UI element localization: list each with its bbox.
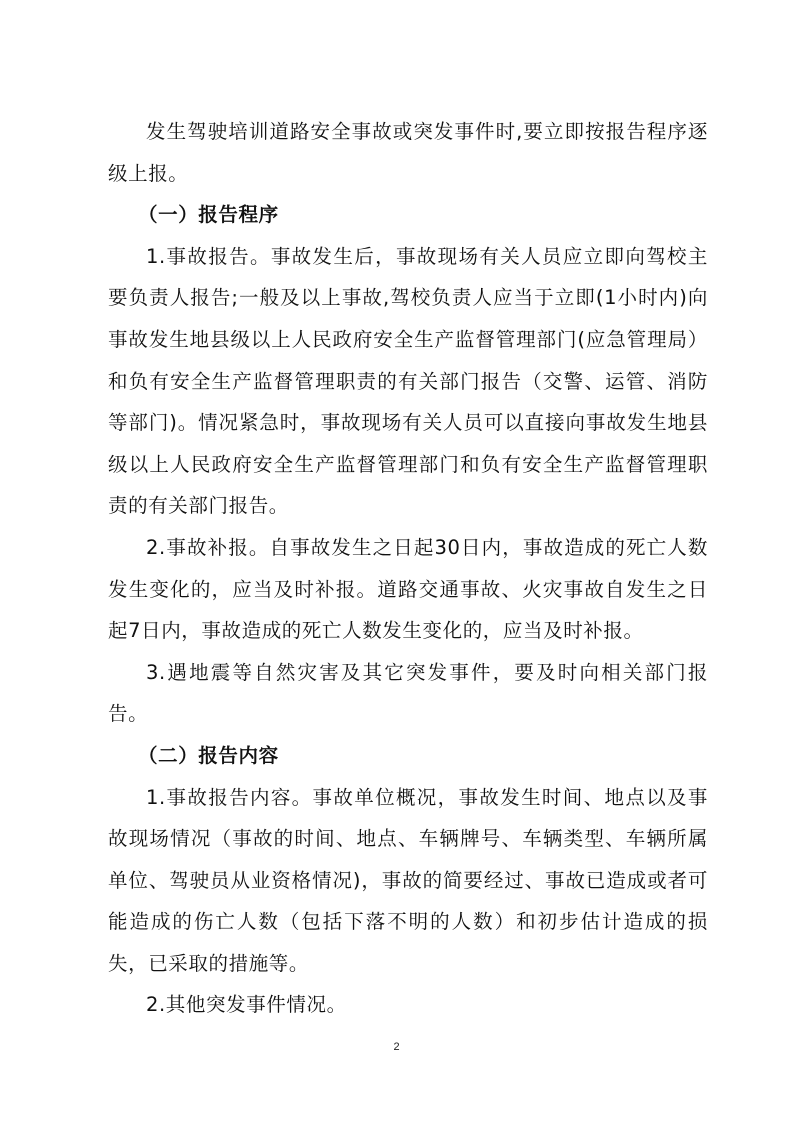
document-body <box>108 111 708 1026</box>
accident-supplementary-report-paragraph: 2.事故补报。自事故发生之日起30日内，事故造成的死亡人数发生变化的，应当及时补报。道路交通事故、火灾事故自发生之日起7日内，事故造成的死亡人数发生变化的，应当及时补报。 <box>108 535 708 643</box>
page-number: 2 <box>393 1041 400 1053</box>
natural-disaster-report-paragraph: 3.遇地震等自然灾害及其它突发事件，要及时向相关部门报告。 <box>108 660 708 726</box>
section-heading-report-procedure: （一）报告程序 <box>138 203 279 227</box>
report-content-paragraph: 1.事故报告内容。事故单位概况，事故发生时间、地点以及事故现场情况（事故的时间、地点、车辆牌号、车辆类型、车辆所属单位、驾驶员从业资格情况)，事故的简要经过、事故已造成或者可能造成的伤亡人数（包括下落不明的人数）和初步估计造成的损失，已采取的措施等。 <box>108 785 708 975</box>
accident-report-paragraph: 1.事故报告。事故发生后，事故现场有关人员应立即向驾校主要负责人报告;一般及以上事故,驾校负责人应当于立即(1小时内)向事故发生地县级以上人民政府安全生产监督管理部门(应急管理局）和负有安全生产监督管理职责的有关部门报告（交警、运管、消防等部门)。情况紧急时，事故现场有关人员可以直接向事故发生地县级以上人民政府安全生产监督管理部门和负有安全生产监督管理职责的有关部门报告。 <box>108 244 708 518</box>
section-heading-report-content: （二）报告内容 <box>138 743 279 767</box>
intro-paragraph: 发生驾驶培训道路安全事故或突发事件时,要立即按报告程序逐级上报。 <box>108 120 708 185</box>
other-emergencies-paragraph: 2.其他突发事件情况。 <box>146 993 347 1017</box>
